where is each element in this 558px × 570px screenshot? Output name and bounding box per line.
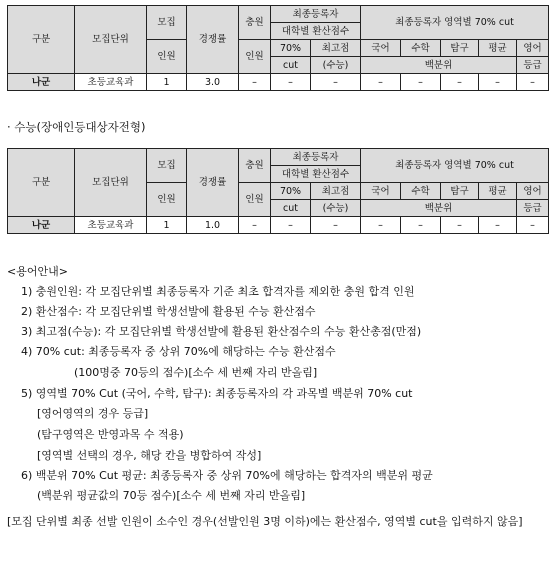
header-competition: 경쟁률 [187,6,239,74]
header-pct70: 70% [271,40,311,57]
cell-math: – [401,74,441,91]
cell-avg: – [479,217,517,234]
table-row [8,74,549,91]
glossary-item-4: 4) 70% cut: 최종등록자 중 상위 70%에 해당하는 수능 환산점수 [21,345,336,358]
cell-max: – [311,74,361,91]
header-kor: 국어 [361,183,401,200]
header-eng-1: 영어 [517,183,549,200]
cell-unit: 초등교육과 [75,74,147,91]
header-recruit-1: 모집 [147,149,187,183]
glossary-item-6-detail: (백분위 평균값의 70등 점수)[소수 세 번째 자리 반올림] [37,489,306,502]
header-fill-2: 인원 [239,183,271,217]
header-explore: 탐구 [441,183,479,200]
header-percentile: 백분위 [361,57,517,74]
header-explore: 탐구 [441,40,479,57]
header-final-1: 최종등록자 [271,149,361,166]
header-fill-1: 충원 [239,6,271,40]
cell-competition: 3.0 [187,74,239,91]
glossary-title: <용어안내> [7,265,68,278]
table-row [8,217,549,234]
header-percentile: 백분위 [361,200,517,217]
header-eng-2: 등급 [517,57,549,74]
glossary-item-4-detail: (100명중 70등의 점수)[소수 세 번째 자리 반올림] [74,366,318,379]
cell-fill: – [239,217,271,234]
header-fill-1: 충원 [239,149,271,183]
cell-eng: – [517,74,549,91]
header-max: 최고점 [311,183,361,200]
cell-eng: – [517,217,549,234]
header-suneung: (수능) [311,200,361,217]
header-gubun: 구분 [8,149,75,217]
header-cut: cut [271,200,311,217]
header-unit: 모집단위 [75,6,147,74]
cell-kor: – [361,74,401,91]
header-recruit-2: 인원 [147,183,187,217]
cell-gubun: 나군 [8,217,75,234]
header-unit: 모집단위 [75,149,147,217]
header-cut: cut [271,57,311,74]
header-recruit-2: 인원 [147,40,187,74]
cell-recruit: 1 [147,217,187,234]
header-pct70: 70% [271,183,311,200]
glossary-item-5-detail-2: (탐구영역은 반영과목 수 적용) [37,428,184,441]
header-avg: 평균 [479,40,517,57]
header-avg: 평균 [479,183,517,200]
header-final-1: 최종등록자 [271,6,361,23]
header-kor: 국어 [361,40,401,57]
header-math: 수학 [401,183,441,200]
cell-unit: 초등교육과 [75,217,147,234]
glossary-item-5-detail-1: [영어영역의 경우 등급] [37,407,149,420]
glossary-item-5: 5) 영역별 70% Cut (국어, 수학, 탐구): 최종등록자의 각 과목별 백분위 70% cut [21,387,413,400]
header-competition: 경쟁률 [187,149,239,217]
header-area-title: 최종등록자 영역별 70% cut [361,6,549,40]
cell-math: – [401,217,441,234]
header-eng-2: 등급 [517,200,549,217]
cell-avg: – [479,74,517,91]
cell-recruit: 1 [147,74,187,91]
cell-explore: – [441,74,479,91]
header-math: 수학 [401,40,441,57]
footer-note: [모집 단위별 최종 선발 인원이 소수인 경우(선발인원 3명 이하)에는 환산점수, 영역별 cut을 입력하지 않음] [7,515,523,528]
cell-fill: – [239,74,271,91]
header-max: 최고점 [311,40,361,57]
header-eng-1: 영어 [517,40,549,57]
glossary-item-6: 6) 백분위 70% Cut 평균: 최종등록자 중 상위 70%에 해당하는 합격자의 백분위 평균 [21,469,433,482]
cell-max: – [311,217,361,234]
header-final-2: 대학별 환산점수 [271,166,361,183]
header-recruit-1: 모집 [147,6,187,40]
glossary-item-5-detail-3: [영역별 선택의 경우, 해당 칸을 병합하여 작성] [37,449,262,462]
admission-table-2 [7,148,549,234]
header-gubun: 구분 [8,6,75,74]
header-area-title: 최종등록자 영역별 70% cut [361,149,549,183]
admission-table-1 [7,5,549,91]
cell-gubun: 나군 [8,74,75,91]
header-suneung: (수능) [311,57,361,74]
cell-explore: – [441,217,479,234]
cell-pct70: – [271,217,311,234]
glossary-item-1: 1) 충원인원: 각 모집단위별 최종등록자 기준 최초 합격자를 제외한 충원 합격 인원 [21,285,415,298]
section-title: · 수능(장애인등대상자전형) [7,120,146,134]
header-fill-2: 인원 [239,40,271,74]
cell-pct70: – [271,74,311,91]
cell-kor: – [361,217,401,234]
glossary-item-3: 3) 최고점(수능): 각 모집단위별 학생선발에 활용된 환산점수의 수능 환산총점(만점) [21,325,422,338]
cell-competition: 1.0 [187,217,239,234]
header-final-2: 대학별 환산점수 [271,23,361,40]
glossary-item-2: 2) 환산점수: 각 모집단위별 학생선발에 활용된 수능 환산점수 [21,305,316,318]
